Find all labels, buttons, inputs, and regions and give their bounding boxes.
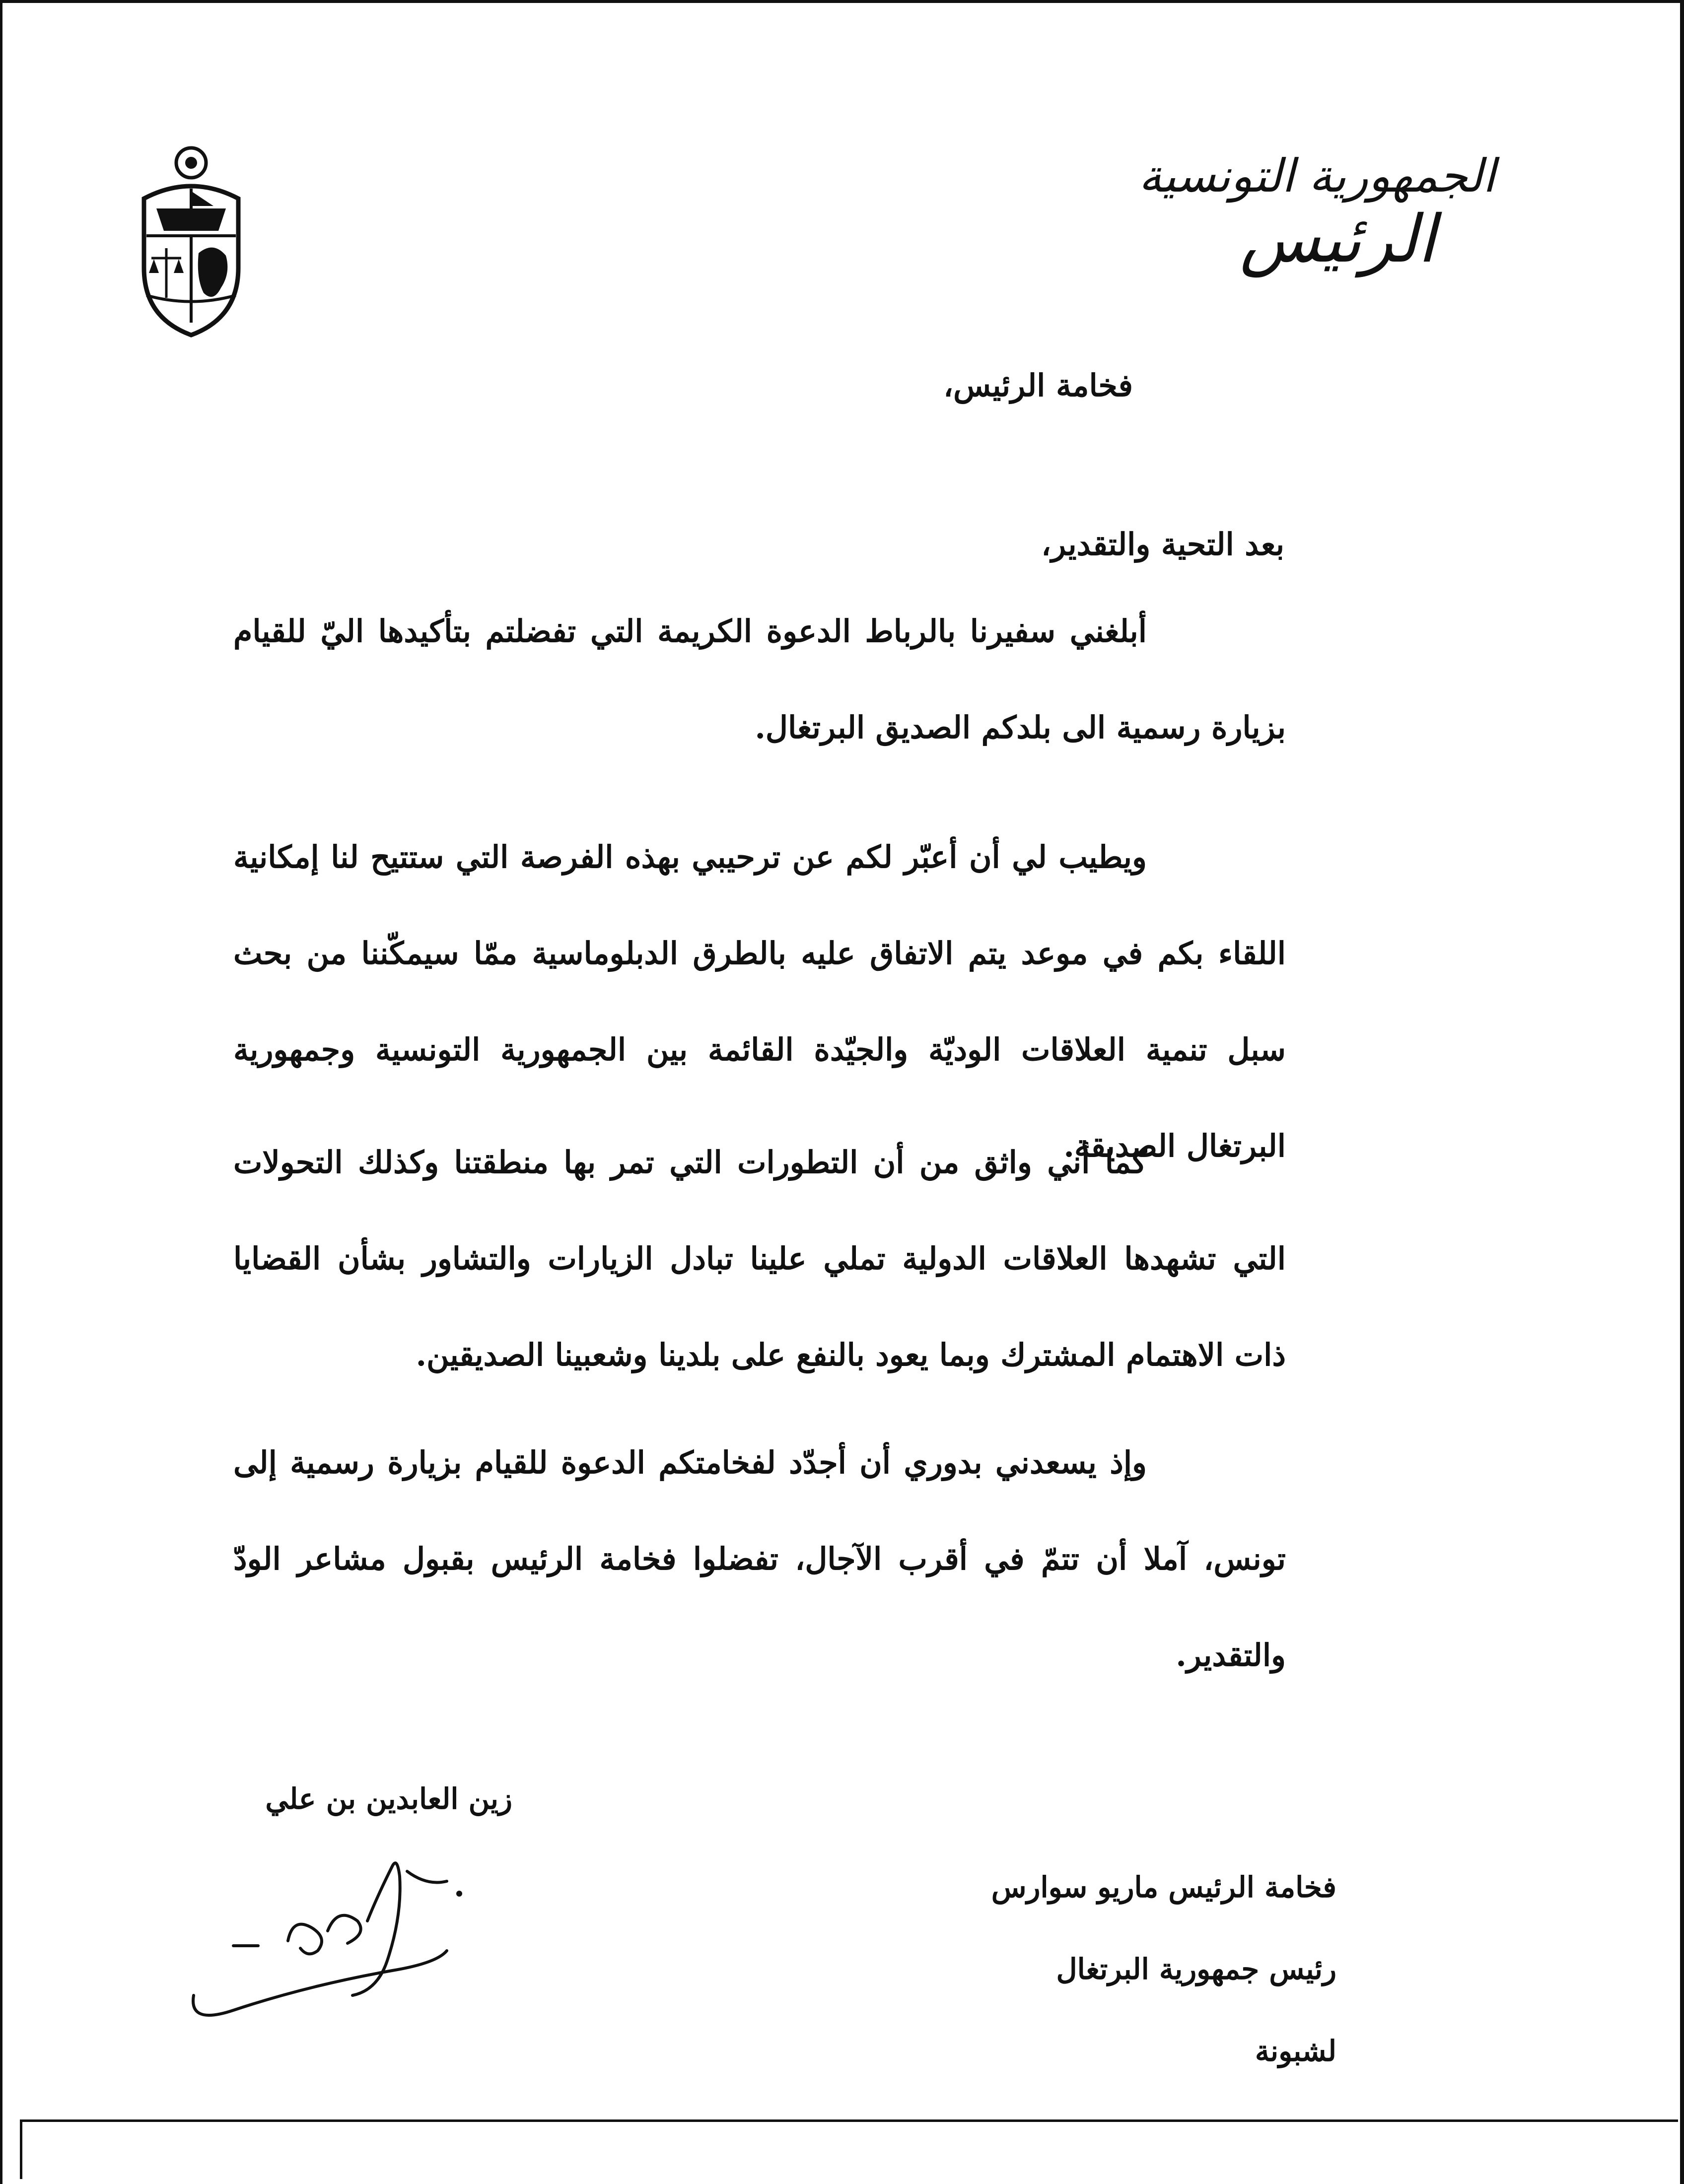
letterhead-president: الرئيس [1240, 201, 1436, 278]
greeting: بعد التحية والتقدير، [1041, 526, 1284, 562]
addressee-city: لشبونة [1255, 2034, 1336, 2068]
scan-edge-bottom [20, 2119, 1678, 2122]
paragraph-4: وإذ يسعدني بدوري أن أجدّد لفخامتكم الدعوة للقيام بزيارة رسمية إلى تونس، آملا أن تتمّ في أقرب الآجال، تفضلوا فخامة الرئيس بقبول مشاعر الودّ والتقدير. [233, 1444, 1286, 1673]
scan-edge-left [0, 0, 2, 2184]
tunisia-coat-of-arms-icon [134, 144, 248, 338]
signer-name: زين العابدين بن علي [265, 1782, 512, 1816]
letterhead-republic: الجمهورية التونسية [1138, 149, 1495, 203]
scan-edge-top [0, 0, 1684, 3]
letterhead [1049, 149, 1495, 276]
addressee-title: رئيس جمهورية البرتغال [1056, 1952, 1336, 1986]
paragraph-1: أبلغني سفيرنا بالرباط الدعوة الكريمة التي تفضلتم بتأكيدها اليّ للقيام بزيارة رسمية الى بلدكم الصديق البرتغال. [233, 613, 1286, 746]
salutation: فخامة الرئيس، [943, 367, 1133, 404]
addressee-block [991, 1846, 1336, 2092]
scan-edge-corner [20, 2119, 22, 2179]
paragraph-2: ويطيب لي أن أعبّر لكم عن ترحيبي بهذه الفرصة التي ستتيح لنا إمكانية اللقاء بكم في موعد يتم الاتفاق عليه بالطرق الدبلوماسية ممّا سيمكّننا من بحث سبل تنمية العلاقات الوديّة والجيّدة القائمة بين الجمهورية التونسية وجمهورية البرتغال الصديقة. [233, 839, 1286, 1164]
handwritten-signature [179, 1846, 626, 2070]
scan-edge-right [1680, 0, 1684, 2184]
paragraph-3: كما أني واثق من أن التطورات التي تمر بها منطقتنا وكذلك التحولات التي تشهدها العلاقات الدولية تملي علينا تبادل الزيارات والتشاور بشأن القضايا ذات الاهتمام المشترك وبما يعود بالنفع على بلدينا وشعبينا الصديقين. [233, 1144, 1286, 1373]
addressee-name: فخامة الرئيس ماريو سوارس [991, 1870, 1336, 1904]
